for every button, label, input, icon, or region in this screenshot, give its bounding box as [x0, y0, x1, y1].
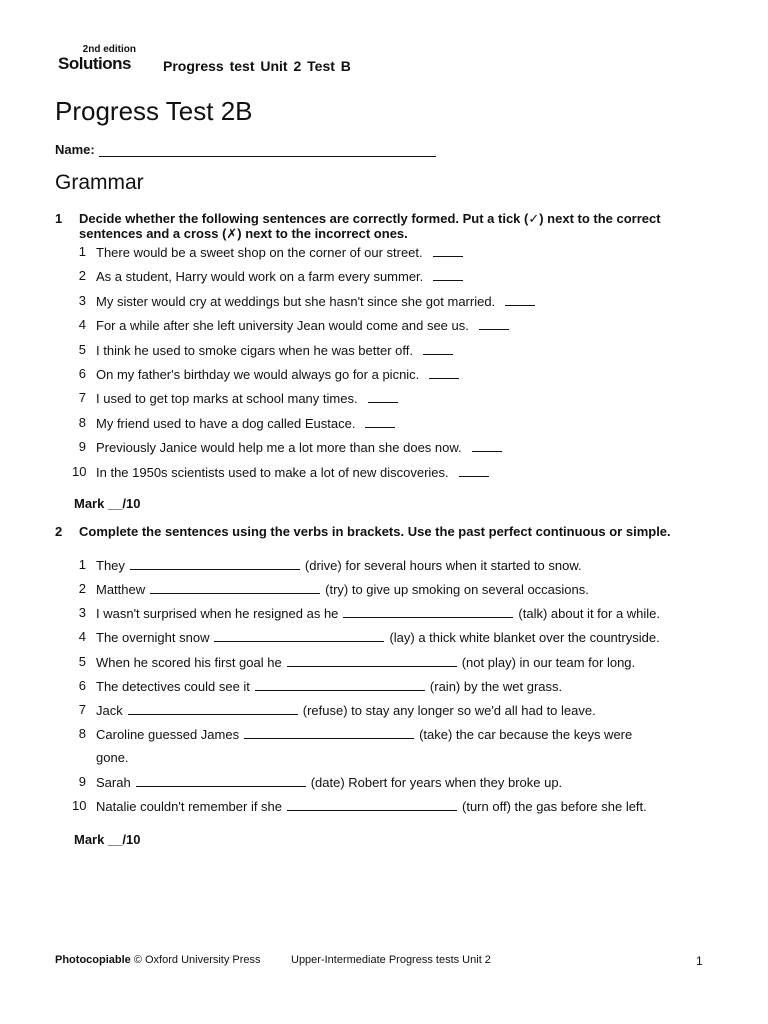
item-number: 6 [78, 366, 86, 381]
exercise-2-instruction: Complete the sentences using the verbs in brackets. Use the past perfect continuous or simple. [79, 524, 671, 539]
item-after: (talk) about it for a while. [518, 606, 661, 621]
answer-blank[interactable] [128, 701, 298, 715]
item-number: 9 [78, 774, 86, 789]
exercise-2-item [72, 604, 712, 622]
item-before: Natalie couldn't remember if she [96, 799, 283, 814]
item-number: 3 [78, 292, 86, 308]
item-after: (refuse) to stay any longer so we'd all had to leave. [302, 703, 596, 718]
exercise-2-item [72, 701, 712, 719]
answer-blank[interactable] [287, 653, 457, 667]
item-text [96, 653, 635, 672]
item-number: 7 [78, 390, 86, 406]
solutions-logo [58, 44, 140, 74]
exercise-1-mark: Mark __/10 [74, 496, 141, 511]
answer-blank[interactable] [429, 365, 459, 379]
item-text [96, 365, 459, 384]
item-text [96, 701, 596, 720]
item-sentence: There would be a sweet shop on the corner of our street. [96, 245, 423, 260]
item-before: Caroline guessed James [96, 727, 240, 742]
item-number: 4 [78, 317, 86, 333]
exercise-2-item [72, 797, 712, 815]
exercise-1-item [72, 341, 712, 359]
item-sentence: As a student, Harry would work on a farm every summer. [96, 269, 424, 285]
item-before: Matthew [96, 582, 146, 597]
item-text [96, 316, 509, 335]
footer-photocopiable: Photocopiable [55, 954, 131, 966]
item-sentence: On my father's birthday we would always go for a picnic. [96, 367, 420, 382]
item-sentence: My sister would cry at weddings but she hasn't since she got married. [96, 293, 496, 309]
item-after: (take) the car because the keys were [419, 727, 633, 742]
exercise-2-item [72, 556, 712, 574]
answer-blank[interactable] [287, 797, 457, 811]
item-number: 10 [72, 798, 87, 813]
exercise-1-instruction: Decide whether the following sentences are correctly formed. Put a tick (✓) next to the correct sentences and a cross (✗) next to the incorrect ones. [79, 211, 661, 241]
name-row [55, 142, 436, 157]
item-sentence: My friend used to have a dog called Eustace. [96, 415, 356, 431]
header-title: Progress test Unit 2 Test B [163, 58, 351, 74]
exercise-2-item [72, 653, 712, 671]
item-text [96, 267, 463, 286]
item-number: 10 [72, 463, 87, 479]
answer-blank[interactable] [136, 773, 306, 787]
exercise-1-item [72, 316, 712, 334]
answer-blank[interactable] [368, 389, 398, 403]
item-text [96, 580, 589, 599]
item-sentence: For a while after she left university Jean would come and see us. [96, 318, 469, 334]
answer-blank[interactable] [244, 725, 414, 739]
answer-blank[interactable] [423, 341, 453, 355]
item-before: The detectives could see it [96, 679, 250, 694]
item-number: 2 [78, 268, 86, 284]
item-number: 5 [78, 654, 86, 669]
item-after: (turn off) the gas before she left. [462, 799, 647, 814]
exercise-1-item [72, 463, 712, 481]
item-number: 7 [78, 702, 86, 717]
answer-blank[interactable] [433, 267, 463, 281]
item-text [96, 438, 502, 457]
item-before: They [96, 558, 125, 573]
item-sentence: Previously Janice would help me a lot more than she does now. [96, 440, 462, 456]
item-after: (not play) in our team for long. [461, 655, 636, 670]
answer-blank[interactable] [479, 316, 509, 330]
exercise-1-item [72, 389, 712, 407]
item-text [96, 797, 647, 816]
answer-blank[interactable] [255, 677, 425, 691]
item-number: 1 [78, 557, 86, 572]
item-text [96, 463, 489, 482]
footer-copyright [55, 954, 261, 966]
item-number: 6 [78, 678, 86, 693]
exercise-2-item [72, 628, 712, 646]
exercise-2-item [72, 580, 712, 598]
answer-blank[interactable] [505, 292, 535, 306]
exercise-1-item [72, 292, 712, 310]
logo-edition: 2nd edition [82, 44, 136, 55]
item-number: 5 [78, 341, 86, 357]
item-text [96, 725, 632, 744]
item-text [96, 773, 562, 792]
item-before: When he scored his first goal he [96, 655, 282, 670]
exercise-1-item [72, 365, 712, 383]
page-number: 1 [696, 954, 703, 968]
item-before: I wasn't surprised when he resigned as he [96, 606, 339, 621]
answer-blank[interactable] [130, 556, 300, 570]
exercise-1-item [72, 438, 712, 456]
item-number: 8 [78, 414, 86, 430]
item-after: (lay) a thick white blanket over the countryside. [389, 630, 660, 645]
item-text [96, 414, 395, 433]
item-after: (try) to give up smoking on several occasions. [325, 582, 589, 597]
answer-blank[interactable] [433, 243, 463, 257]
answer-blank[interactable] [459, 463, 489, 477]
item-sentence: I used to get top marks at school many times. [96, 391, 358, 407]
item-text [96, 389, 398, 408]
exercise-2-mark: Mark __/10 [74, 832, 141, 847]
item-number: 9 [78, 439, 86, 455]
page-title: Progress Test 2B [55, 96, 253, 126]
item-sentence: In the 1950s scientists used to make a lot of new discoveries. [96, 464, 449, 480]
item-number: 2 [78, 581, 86, 596]
item-text [96, 243, 463, 262]
exercise-2-number: 2 [55, 524, 63, 539]
item-number: 3 [78, 605, 86, 620]
exercise-2-item-continuation: gone. [96, 750, 129, 765]
answer-blank[interactable] [214, 628, 384, 642]
exercise-2-item [72, 725, 712, 743]
item-after: (drive) for several hours when it started to snow. [304, 558, 582, 573]
name-answer-line[interactable] [99, 143, 436, 157]
footer-publisher: © Oxford University Press [133, 954, 261, 966]
item-text [96, 556, 582, 575]
section-title: Grammar [55, 171, 144, 194]
answer-blank[interactable] [343, 604, 513, 618]
exercise-1-item [72, 243, 712, 261]
item-after: (date) Robert for years when they broke up. [310, 775, 563, 790]
item-text [96, 677, 562, 696]
item-text [96, 292, 535, 311]
logo-wordmark: Solutions [58, 54, 131, 73]
item-before: The overnight snow [96, 630, 210, 645]
name-label: Name: [55, 142, 95, 157]
footer-book: Upper-Intermediate Progress tests Unit 2 [291, 954, 491, 966]
exercise-2-item [72, 677, 712, 695]
item-after: (rain) by the wet grass. [429, 679, 563, 694]
exercise-1-item [72, 267, 712, 285]
answer-blank[interactable] [472, 438, 502, 452]
item-sentence: I think he used to smoke cigars when he was better off. [96, 342, 413, 358]
exercise-2-item [72, 773, 712, 791]
exercise-1-item [72, 414, 712, 432]
answer-blank[interactable] [365, 414, 395, 428]
item-before: Jack [96, 703, 123, 718]
item-text [96, 341, 453, 360]
item-number: 4 [78, 629, 86, 644]
exercise-1-number: 1 [55, 211, 63, 226]
item-number: 1 [78, 244, 86, 259]
answer-blank[interactable] [150, 580, 320, 594]
item-number: 8 [78, 726, 86, 741]
item-before: Sarah [96, 775, 131, 790]
item-text [96, 628, 660, 647]
item-text [96, 604, 660, 623]
